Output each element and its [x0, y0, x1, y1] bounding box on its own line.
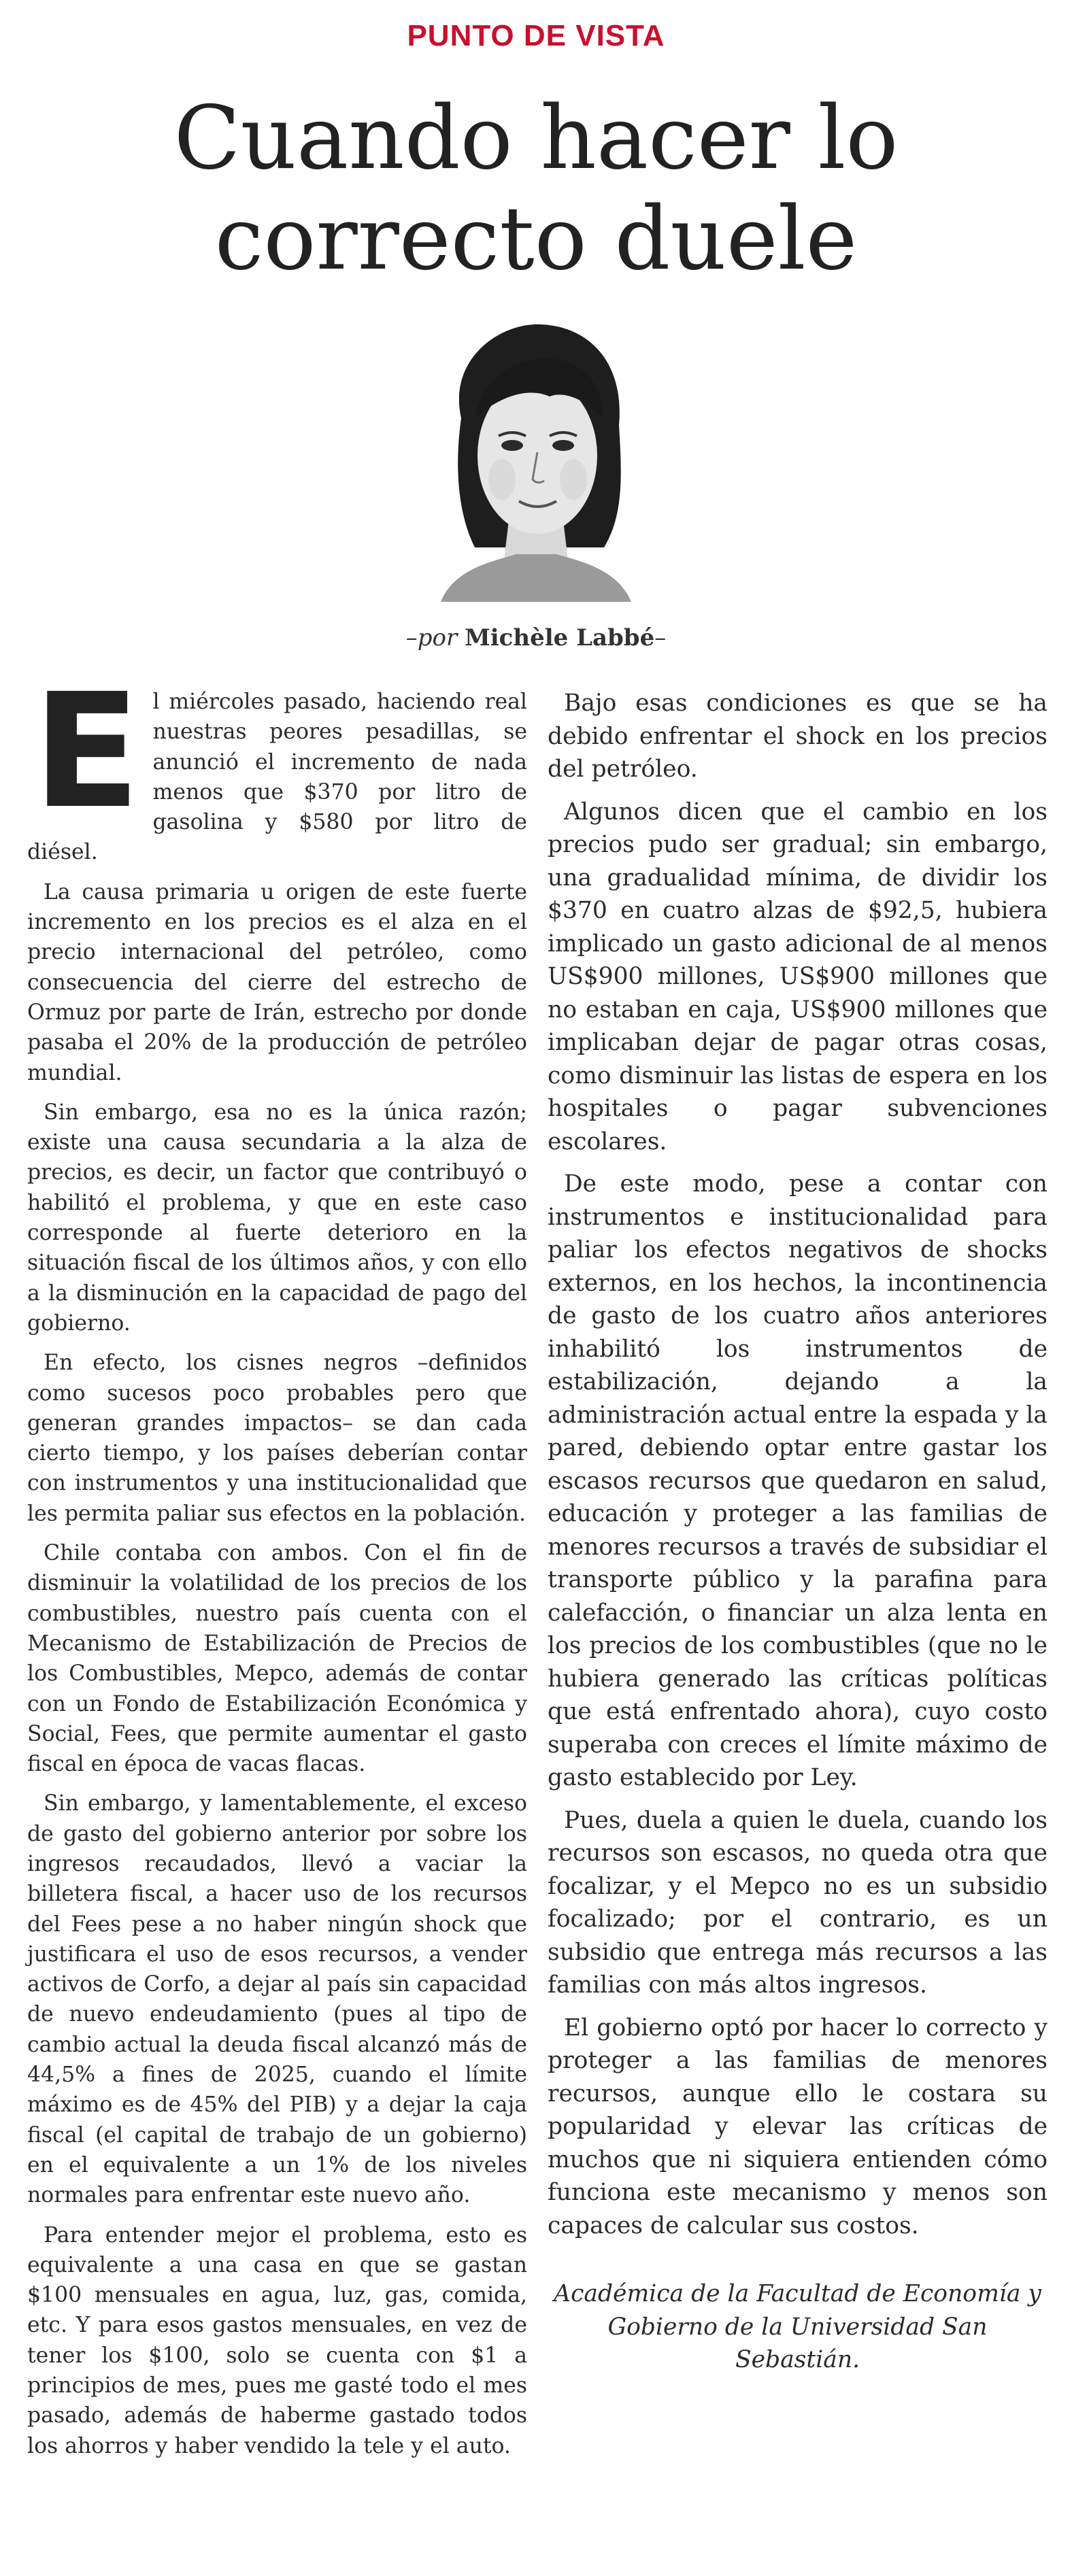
article-column-right — [548, 687, 1048, 2386]
paragraph-10: De este modo, pese a contar con instrumentos e institucionalidad para paliar los efectos negativos de shocks externos, en los hechos, la incontinencia de gasto de los cuatro años anteriores inhabilitó los instrumentos de estabilización, dejando a la administración actual entre la espada y la pared, debiendo optar entre gastar los escasos recursos que quedaron en salud, educación y proteger a las familias de menores recursos a través de subsidiar el transporte público y la parafina para calefacción, o financiar un alza lenta en los precios de los combustibles (que no le hubiera generado las críticas políticas que está enfrentado ahora), cuyo costo superaba con creces el límite máximo de gasto establecido por Ley. — [548, 1170, 1048, 1791]
paragraph-1-text: l miércoles pasado, haciendo real nuestras peores pesadillas, se anunció el incremento de nada menos que $370 por litro de gasolina y $580 por litro de diésel. — [27, 690, 527, 865]
author-signature: Académica de la Facultad de Economía y Gobierno de la Universidad San Sebastián. — [554, 2280, 1041, 2373]
paragraph-3: Sin embargo, esa no es la única razón; existe una causa secundaria a la alza de precios, es decir, un factor que contribuyó o habilitó el problema, y que en este caso corresponde al fuerte deterioro en la situación fiscal de los últimos años, y con ello a la disminución en la capacidad de pago del gobierno. — [27, 1100, 527, 1336]
byline — [0, 624, 1072, 651]
headline-line-1: Cuando hacer lo — [173, 88, 899, 189]
byline-author: Michèle Labbé — [465, 624, 655, 651]
paragraph-11: Pues, duela a quien le duela, cuando los recursos son escasos, no queda otra que focalizar, y el Mepco no es un subsidio focalizado; por el contrario, es un subsidio que entrega más recursos a las familias con más altos ingresos. — [548, 1806, 1048, 1999]
paragraph-6: Sin embargo, y lamentablemente, el exceso de gasto del gobierno anterior por sobre los ingresos recaudados, llevó a vaciar la billetera fiscal, a hacer uso de los recursos del Fees pese a no haber ningún shock que justificara el uso de esos recursos, a vender activos de Corfo, a dejar al país sin capacidad de nuevo endeudamiento (pues al tipo de cambio actual la deuda fiscal alcanzó más de 44,5% a fines de 2025, cuando el límite máximo es de 45% del PIB) y a dejar la caja fiscal (el capital de trabajo de un gobierno) en el equivalente a un 1% de los niveles normales para enfrentar este nuevo año. — [27, 1791, 527, 2208]
section-label: PUNTO DE VISTA — [407, 19, 665, 52]
paragraph-1 — [27, 660, 527, 868]
paragraph-2: La causa primaria u origen de este fuerte incremento en los precios es el alza en el precio internacional del petróleo, como consecuencia del cierre del estrecho de Ormuz por parte de Irán, estrecho por donde pasaba el 20% de la producción de petróleo mundial. — [27, 879, 527, 1085]
headline — [68, 88, 1004, 290]
paragraph-12: El gobierno optó por hacer lo correcto y proteger a las familias de menores recursos, aunque ello le costara su popularidad y elevar las críticas de muchos que ni siquiera entienden cómo funciona este mecanismo y menos son capaces de calcular sus costos. — [548, 2014, 1048, 2239]
paragraph-8: Bajo esas condiciones es que se ha debido enfrentar el shock en los precios del petróleo. — [548, 690, 1048, 783]
headline-line-2: correcto duele — [214, 188, 858, 290]
author-portrait-illustration — [420, 316, 652, 602]
byline-suffix: – — [654, 624, 667, 651]
paragraph-7: Para entender mejor el problema, esto es equivalente a una casa en que se gastan $100 mensuales en agua, luz, gas, comida, etc. Y para esos gastos mensuales, en vez de tener los $100, solo se cuenta con $1 a principios de mes, pues me gasté todo el mes pasado, además de haberme gastado todos los ahorros y haber vendido la tele y el auto. — [27, 2222, 527, 2458]
byline-prefix: –por — [405, 624, 465, 651]
paragraph-5: Chile contaba con ambos. Con el fin de disminuir la volatilidad de los precios de los combustibles, nuestro país cuenta con el Mecanismo de Estabilización de Precios de los Combustibles, Mepco, además de contar con un Fondo de Estabilización Económica y Social, Fees, que permite aumentar el gasto fiscal en época de vacas flacas. — [27, 1541, 527, 1777]
paragraph-9: Algunos dicen que el cambio en los precios pudo ser gradual; sin embargo, una gradualidad mínima, de dividir los $370 en cuatro alzas de $92,5, hubiera implicado un gasto adicional de al menos US$900 millones, US$900 millones que no estaban en caja, US$900 millones que implicaban dejar de pagar otras cosas, como disminuir las listas de espera en los hospitales o pagar subvenciones escolares. — [548, 798, 1048, 1155]
drop-cap: E — [33, 660, 141, 843]
article-column-left — [27, 660, 527, 2471]
paragraph-4: En efecto, los cisnes negros –definidos como sucesos poco probables pero que generan grandes impactos– se dan cada cierto tiempo, y los países deberían contar con instrumentos y una institucionalidad que les permita paliar sus efectos en la población. — [27, 1351, 527, 1526]
